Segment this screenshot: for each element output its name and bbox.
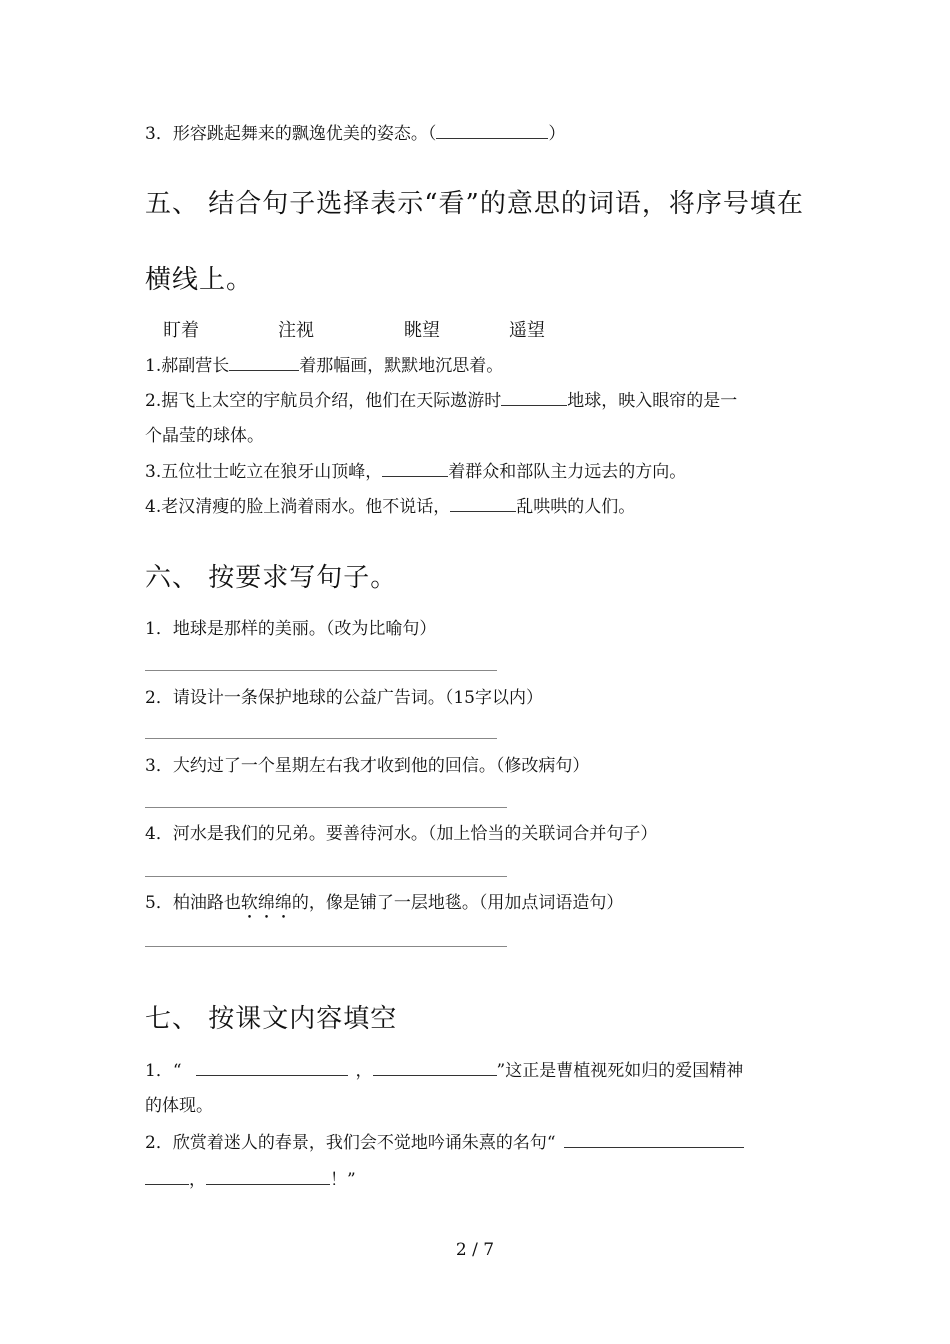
- section-5-item-1: 1.郝副营长 着那幅画，默默地沉思着。: [145, 353, 503, 378]
- answer-blank[interactable]: [501, 388, 567, 406]
- section-6-item-2: 2．请设计一条保护地球的公益广告词。（15字以内）: [145, 688, 543, 708]
- section-5-item-2: 2.据飞上太空的宇航员介绍，他们在天际遨游时 地球，映入眼帘的是一: [145, 388, 737, 413]
- section-7-title: 七、 按课文内容填空: [145, 1004, 398, 1034]
- answer-line[interactable]: [145, 876, 507, 877]
- section-7-item-1: 1．“ ， ”这正是曹植视死如归的爱国精神: [145, 1058, 743, 1083]
- page-number: 2 / 7: [455, 1240, 495, 1260]
- answer-blank[interactable]: [436, 121, 548, 139]
- section-6-title: 六、 按要求写句子。: [145, 563, 398, 593]
- word-choice-1: 盯着: [163, 320, 199, 341]
- section-7-item-1-cont: 的体现。: [145, 1096, 213, 1116]
- word-choice-4: 遥望: [509, 320, 545, 341]
- answer-blank[interactable]: [382, 459, 448, 477]
- section-5-item-4: 4.老汉清瘦的脸上淌着雨水。他不说话， 乱哄哄的人们。: [145, 494, 635, 519]
- word-choice-3: 眺望: [404, 320, 440, 341]
- section-6-item-5: 5．柏油路也软绵绵的，像是铺了一层地毯。（用加点词语造句）: [145, 893, 624, 913]
- section-5-title: 五、 结合句子选择表示“看”的意思的词语，将序号填在: [145, 189, 804, 219]
- section-7-item-2-cont: ， ！”: [145, 1167, 356, 1192]
- previous-question-3: 3．形容跳起舞来的飘逸优美的姿态。（ ）: [145, 121, 565, 146]
- answer-line[interactable]: [145, 738, 497, 739]
- answer-blank[interactable]: [196, 1058, 348, 1076]
- section-6-item-1: 1．地球是那样的美丽。（改为比喻句）: [145, 619, 437, 639]
- answer-line[interactable]: [145, 807, 507, 808]
- section-5-item-2-cont: 个晶莹的球体。: [145, 426, 264, 446]
- answer-blank[interactable]: [206, 1167, 330, 1185]
- word-choice-2: 注视: [278, 320, 314, 341]
- answer-blank[interactable]: [145, 1167, 189, 1185]
- section-6-item-4: 4．河水是我们的兄弟。要善待河水。（加上恰当的关联词合并句子）: [145, 824, 658, 844]
- answer-blank[interactable]: [373, 1058, 497, 1076]
- answer-line[interactable]: [145, 946, 507, 947]
- answer-blank[interactable]: [229, 353, 299, 371]
- section-6-item-3: 3．大约过了一个星期左右我才收到他的回信。（修改病句）: [145, 756, 590, 776]
- section-5-item-3: 3.五位壮士屹立在狼牙山顶峰， 着群众和部队主力远去的方向。: [145, 459, 686, 484]
- answer-blank[interactable]: [564, 1130, 744, 1148]
- answer-blank[interactable]: [450, 494, 516, 512]
- emphasized-word: 软绵绵: [240, 893, 292, 913]
- answer-line[interactable]: [145, 670, 497, 671]
- section-7-item-2: 2．欣赏着迷人的春景，我们会不觉地吟诵朱熹的名句“: [145, 1130, 744, 1155]
- section-5-title-cont: 横线上。: [145, 265, 254, 295]
